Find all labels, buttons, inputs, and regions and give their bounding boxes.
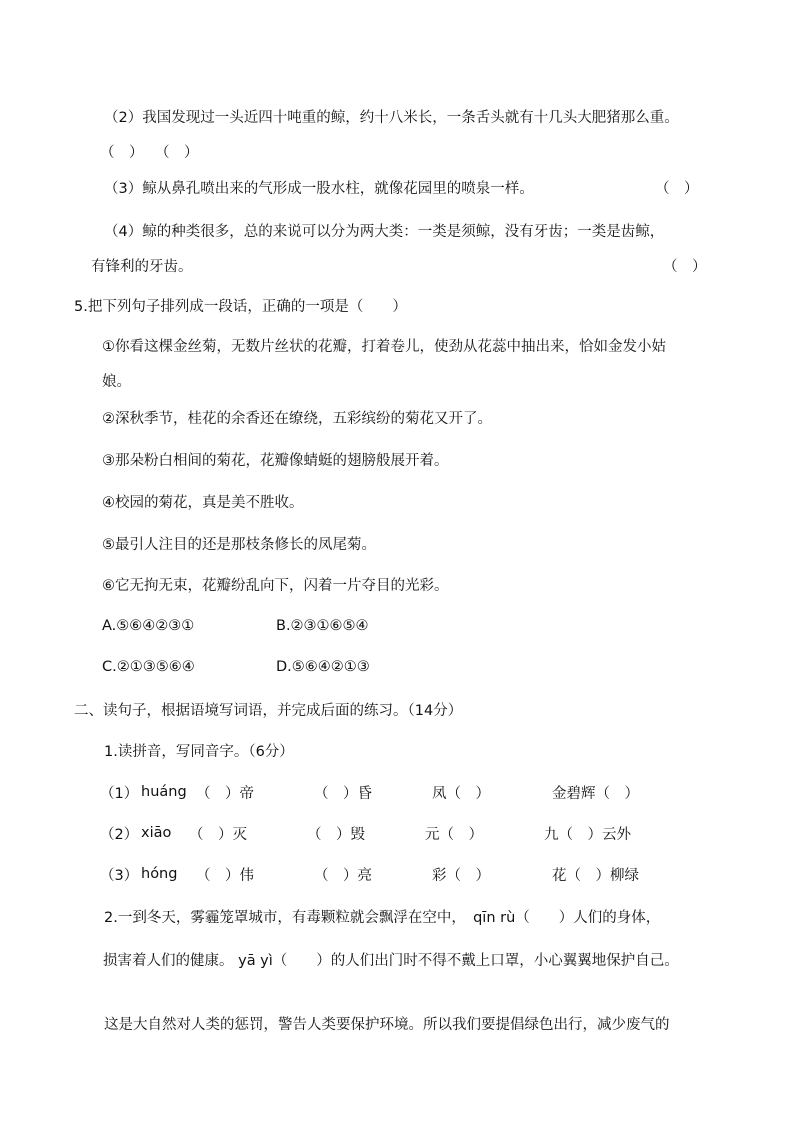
q5-sentence-6 bbox=[102, 576, 449, 596]
section2-sub2-text: 损害着人们的健康。 yā yì（ ）的人们出门时不得不戴上口罩，小心翼翼地保护自己。 bbox=[103, 953, 679, 969]
pinyin-row-1-item-2[interactable]: （ ）昏 bbox=[314, 786, 372, 802]
q5-sentence-2 bbox=[102, 409, 492, 429]
q4-item-2-answer-blank-2[interactable]: （ ） bbox=[155, 145, 199, 161]
pinyin-row-2-item-2[interactable]: （ ）毁 bbox=[307, 827, 365, 843]
q4-item-2-sentence: （2）我国发现过一头近四十吨重的鲸，约十八米长，一条舌头就有十几头大肥猪那么重。 bbox=[104, 110, 679, 126]
pinyin-row-3-pinyin: hóng bbox=[141, 866, 178, 882]
section2-sub2-line3 bbox=[104, 1015, 670, 1035]
pinyin-row-1-item-3[interactable]: 凤（ ） bbox=[432, 786, 490, 802]
q5-sentence-text: ⑥它无拘无束，花瓣纷乱向下，闪着一片夺目的光彩。 bbox=[102, 578, 449, 594]
pinyin-row-1-pinyin: huáng bbox=[141, 784, 187, 800]
section2-title-text: 二、读句子，根据语境写词语，并完成后面的练习。（14分） bbox=[74, 703, 463, 719]
pinyin-row-2-item-1[interactable]: （ ）灭 bbox=[189, 827, 247, 843]
q5-option-b[interactable]: B.②③①⑥⑤④ bbox=[276, 618, 369, 634]
pinyin-row-2-item-4[interactable]: 九（ ）云外 bbox=[544, 827, 631, 843]
section2-sub1-title bbox=[104, 742, 294, 762]
pinyin-row-1-num: （1） bbox=[100, 786, 139, 802]
section2-sub1-title-text: 1.读拼音，写同音字。（6分） bbox=[104, 744, 294, 760]
pinyin-row-3-item-3[interactable]: 彩（ ） bbox=[432, 868, 490, 884]
q5-sentence-text: ②深秋季节，桂花的余香还在缭绕，五彩缤纷的菊花又开了。 bbox=[102, 411, 492, 427]
q5-sentence-3 bbox=[102, 451, 449, 471]
q4-item-4-text-line1 bbox=[104, 222, 664, 242]
pinyin-row-2-pinyin: xiāo bbox=[141, 825, 172, 841]
section2-title bbox=[74, 701, 462, 721]
section2-sub2-text: 这是大自然对人类的惩罚，警告人类要保护环境。所以我们要提倡绿色出行，减少废气的 bbox=[104, 1017, 670, 1033]
q5-stem bbox=[74, 297, 407, 317]
pinyin-row-3-item-2[interactable]: （ ）亮 bbox=[314, 868, 372, 884]
q4-item-4-answer-blank[interactable]: （ ） bbox=[663, 259, 707, 275]
q5-sentence-4 bbox=[102, 493, 304, 513]
q4-item-3-sentence: （3）鲸从鼻孔喷出来的气形成一股水柱，就像花园里的喷泉一样。 bbox=[104, 181, 534, 197]
q4-item-4-sentence-part1: （4）鲸的种类很多，总的来说可以分为两大类：一类是须鲸，没有牙齿；一类是齿鲸， bbox=[104, 224, 665, 240]
q4-item-2-text bbox=[104, 108, 679, 128]
pinyin-row-3-item-1[interactable]: （ ）伟 bbox=[196, 868, 254, 884]
q5-sentence-text: 娘。 bbox=[102, 374, 131, 390]
q5-sentence-1-line1 bbox=[102, 337, 666, 357]
q4-item-4-text-line2 bbox=[91, 257, 193, 277]
q5-option-d[interactable]: D.⑤⑥④②①③ bbox=[276, 659, 370, 675]
pinyin-row-1-item-1[interactable]: （ ）帝 bbox=[196, 786, 254, 802]
section2-sub2-text: 2.一到冬天，雾霾笼罩城市，有毒颗粒就会飘浮在空中， qīn rù（ ）人们的身体， bbox=[104, 910, 661, 926]
q5-sentence-5 bbox=[102, 535, 376, 555]
pinyin-row-3-num: （3） bbox=[100, 868, 139, 884]
q5-sentence-text: ①你看这棵金丝菊，无数片丝状的花瓣，打着卷儿，使劲从花蕊中抽出来，恰如金发小姑 bbox=[102, 339, 666, 355]
q5-option-c[interactable]: C.②①③⑤⑥④ bbox=[102, 659, 195, 675]
q5-sentence-text: ③那朵粉白相间的菊花，花瓣像蜻蜓的翅膀般展开着。 bbox=[102, 453, 449, 469]
pinyin-row-1-item-4[interactable]: 金碧辉（ ） bbox=[552, 786, 639, 802]
pinyin-row-2-num: （2） bbox=[100, 827, 139, 843]
q5-stem-text: 5.把下列句子排列成一段话，正确的一项是（ ） bbox=[74, 299, 407, 315]
q5-option-a[interactable]: A.⑤⑥④②③① bbox=[102, 618, 195, 634]
q4-item-3-text bbox=[104, 179, 534, 199]
q5-sentence-text: ⑤最引人注目的还是那枝条修长的凤尾菊。 bbox=[102, 537, 376, 553]
q5-sentence-text: ④校园的菊花，真是美不胜收。 bbox=[102, 495, 304, 511]
pinyin-row-3-item-4[interactable]: 花（ ）柳绿 bbox=[552, 868, 639, 884]
pinyin-row-2-item-3[interactable]: 元（ ） bbox=[425, 827, 483, 843]
section2-sub2-line1 bbox=[104, 908, 660, 928]
q5-sentence-1-line2 bbox=[102, 372, 131, 392]
section2-sub2-line2 bbox=[103, 951, 679, 971]
q4-item-2-answer-blank-1[interactable]: （ ） bbox=[100, 145, 144, 161]
q4-item-4-sentence-part2: 有锋利的牙齿。 bbox=[91, 259, 193, 275]
q4-item-3-answer-blank[interactable]: （ ） bbox=[655, 181, 699, 197]
